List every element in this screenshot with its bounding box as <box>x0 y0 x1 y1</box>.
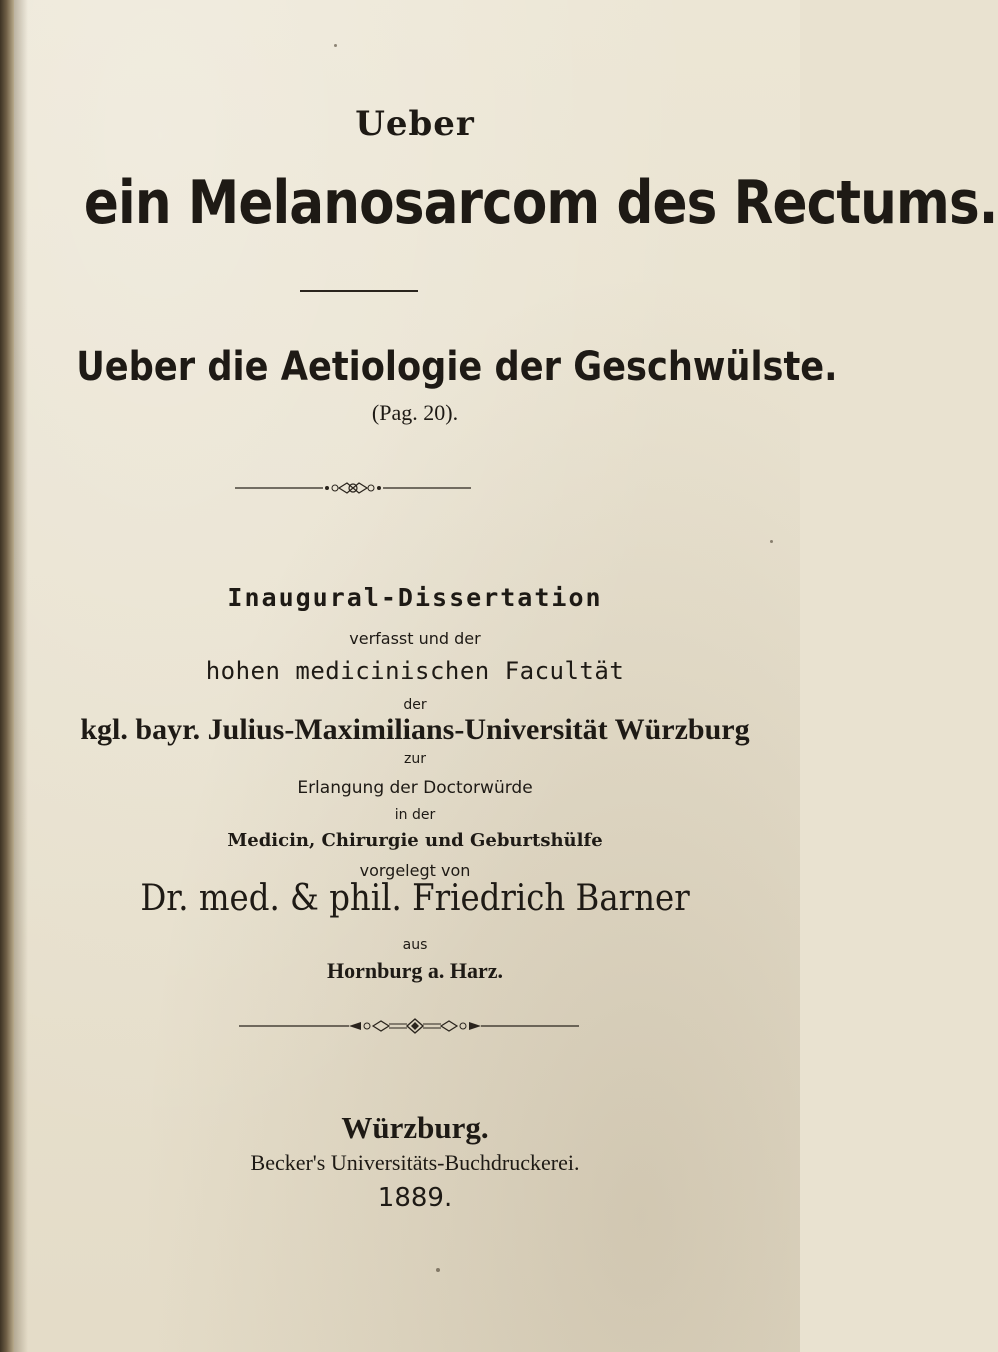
book-spine-edge <box>0 0 14 1352</box>
der-line: der <box>403 697 427 713</box>
heading-ueber: Ueber <box>355 104 475 144</box>
dissertation-label: Inaugural-Dissertation <box>227 583 603 612</box>
ornament-divider-bottom <box>239 1017 579 1035</box>
faculty-line: hohen medicinischen Facultät <box>205 657 625 685</box>
author-name: Dr. med. & phil. Friedrich Barner <box>140 878 690 919</box>
aus-line: aus <box>402 937 428 953</box>
printer-line: Becker's Universitäts-Buchdruckerei. <box>250 1150 580 1175</box>
origin-line: Hornburg a. Harz. <box>327 958 503 983</box>
main-title: ein Melanosarcom des Rectums. <box>83 168 998 238</box>
publication-city: Würzburg. <box>341 1110 489 1145</box>
page-reference: (Pag. 20). <box>371 400 459 425</box>
subtitle: Ueber die Aetiologie der Geschwülste. <box>76 344 838 390</box>
title-divider <box>300 290 418 292</box>
paper-speck <box>334 44 337 47</box>
zur-line: zur <box>404 751 426 767</box>
paper-speck <box>770 540 773 543</box>
spine-shadow <box>14 0 28 1352</box>
erlangung-line: Erlangung der Doctorwürde <box>297 778 533 798</box>
in-der-line: in der <box>394 807 436 823</box>
publication-year: 1889. <box>377 1183 453 1213</box>
fields-line: Medicin, Chirurgie und Geburtshülfe <box>227 830 603 851</box>
verfasst-line: verfasst und der <box>349 629 481 648</box>
university-line: kgl. bayr. Julius-Maximilians-Universität Würzburg <box>80 713 750 746</box>
vorgelegt-line: vorgelegt von <box>359 861 471 880</box>
paper-speck <box>436 1268 440 1272</box>
ornament-divider-top <box>235 480 471 496</box>
